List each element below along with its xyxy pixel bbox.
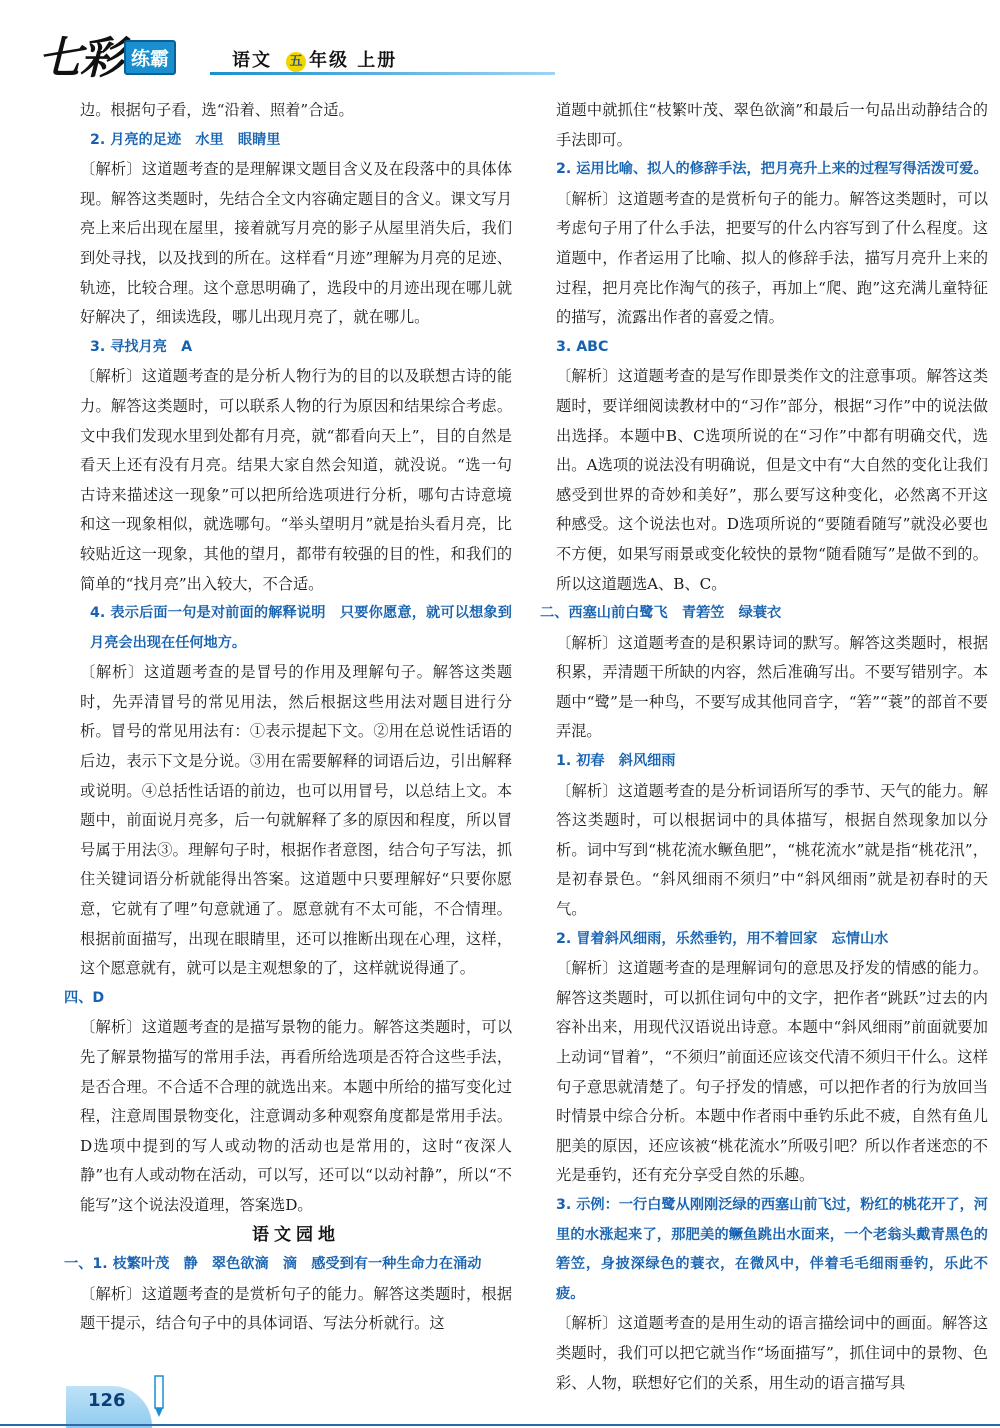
section-title: 语文园地 bbox=[252, 1224, 340, 1245]
grade-badge: 五 bbox=[286, 52, 306, 72]
analysis-paragraph: 〔解析〕这道题考查的是分析人物行为的目的以及联想古诗的能力。解答这类题时，可以联系人物的行为原因和结果综合考虑。文中我们发现水里到处都有月亮，就“都看向天上”，目的自然是看天上还有没有月亮。结果大家自然会知道，就没说。“选一句古诗来描述这一现象”可以把所给选项进行分析，哪句古诗意境和这一现象相似，就选哪句。“举头望明月”就是抬头看月亮，比较贴近这一现象，其他的望月，都带有较强的目的性，和我们的简单的“找月亮”出入较大，不合适。 bbox=[80, 367, 512, 593]
pencil-icon bbox=[152, 1374, 166, 1418]
subject-grade bbox=[232, 46, 397, 72]
brand-mark: 七彩 bbox=[38, 33, 122, 84]
analysis-paragraph: 〔解析〕这道题考查的是用生动的语言描绘词中的画面。解答这类题时，我们可以把它就当作“场面描写”，抓住词中的景物、色彩、人物，联想好它们的关系，用生动的语言描写具 bbox=[556, 1314, 988, 1392]
page-number: 126 bbox=[88, 1390, 126, 1411]
answer-line: 4. 表示后面一句是对前面的解释说明 只要你愿意，就可以想象到月亮会出现在任何地方。 bbox=[90, 605, 512, 651]
answer-line: 3. 示例：一行白鹭从刚刚泛绿的西塞山前飞过，粉红的桃花开了，河里的水涨起来了，那肥美的鳜鱼跳出水面来，一个老翁头戴青黑色的箬笠，身披深绿色的蓑衣，在微风中，伴着毛毛细雨垂钓，乐此不疲。 bbox=[556, 1196, 988, 1302]
header-rule bbox=[210, 72, 555, 75]
page-header bbox=[0, 0, 1000, 90]
brand-box: 练霸 bbox=[124, 40, 176, 75]
right-column bbox=[540, 96, 988, 1398]
answer-line: 3. 寻找月亮 A bbox=[90, 338, 193, 355]
answer-line: 2. 冒着斜风细雨，乐然垂钓，用不着回家 忘情山水 bbox=[556, 930, 889, 947]
paragraph: 道题中就抓住“枝繁叶茂、翠色欲滴”和最后一句品出动静结合的手法即可。 bbox=[556, 101, 988, 149]
analysis-paragraph: 〔解析〕这道题考查的是冒号的作用及理解句子。解答这类题时，先弄清冒号的常见用法，然后根据这些用法对题目进行分析。冒号的常见用法有：①表示提起下文。②用在总说性话语的后边，表示下文是分说。③用在需要解释的词语后边，引出解释或说明。④总括性话语的前边，也可以用冒号，以总结上文。本题中，前面说月亮多，后一句就解释了多的原因和程度，所以冒号属于用法③。理解句子时，根据作者意图，结合句子写法，抓住关键词语分析就能得出答案。这道题中只要理解好“只要你愿意，它就有了哩”句意就通了。愿意就有不太可能，不合情理。根据前面描写，出现在眼睛里，还可以推断出现在心理，这样，这个愿意就有，就可以是主观想象的了，这样就说得通了。 bbox=[80, 663, 512, 978]
analysis-paragraph: 〔解析〕这道题考查的是赏析句子的能力。解答这类题时，可以考虑句子用了什么手法，把要写的什么内容写到了什么程度。这道题中，作者运用了比喻、拟人的修辞手法，描写月亮升上来的过程，把月亮比作淘气的孩子，再加上“爬、跑”这充满儿童特征的描写，流露出作者的喜爱之情。 bbox=[556, 189, 988, 327]
page-footer bbox=[0, 1380, 1000, 1428]
left-column bbox=[64, 96, 512, 1339]
answer-line: 3. ABC bbox=[556, 338, 609, 355]
answer-line: 2. 运用比喻、拟人的修辞手法，把月亮升上来的过程写得活泼可爱。 bbox=[556, 161, 988, 178]
answer-line: 一、1. 枝繁叶茂 静 翠色欲滴 滴 感受到有一种生命力在涌动 bbox=[64, 1256, 482, 1273]
analysis-paragraph: 〔解析〕这道题考查的是理解词句的意思及抒发的情感的能力。解答这类题时，可以抓住词句中的文字，把作者“跳跃”过去的内容补出来，用现代汉语说出诗意。本题中“斜风细雨”前面就要加上动词“冒着”，“不须归”前面还应该交代清不须归干什么。这样句子意思就清楚了。句子抒发的情感，可以把作者的行为放回当时情景中综合分析。本题中作者雨中垂钓乐此不疲，自然有鱼儿肥美的原因，还应该被“桃花流水”所吸引吧？所以作者迷恋的不光是垂钓，还有充分享受自然的乐趣。 bbox=[556, 959, 988, 1185]
analysis-paragraph: 〔解析〕这道题考查的是分析词语所写的季节、天气的能力。解答这类题时，可以根据词中的具体描写，根据自然现象加以分析。词中写到“桃花流水鳜鱼肥”，“桃花流水”就是指“桃花汛”，是初春景色。“斜风细雨不须归”中“斜风细雨”就是初春时的天气。 bbox=[556, 781, 988, 919]
answer-line: 2. 月亮的足迹 水里 眼睛里 bbox=[90, 131, 281, 148]
bottom-rule bbox=[0, 1424, 1000, 1426]
grade-label: 年级 上册 bbox=[309, 50, 398, 71]
paragraph: 边。根据句子看，选“沿着、照着”合适。 bbox=[80, 101, 354, 119]
answer-line: 1. 初春 斜风细雨 bbox=[556, 753, 676, 770]
analysis-paragraph: 〔解析〕这道题考查的是积累诗词的默写。解答这类题时，根据积累，弄清题干所缺的内容，然后准确写出。不要写错别字。本题中“鹭”是一种鸟，不要写成其他同音字，“箬”“蓑”的部首不要弄混。 bbox=[556, 633, 988, 741]
analysis-paragraph: 〔解析〕这道题考查的是描写景物的能力。解答这类题时，可以先了解景物描写的常用手法，再看所给选项是否符合这些手法，是否合理。不合适不合理的就选出来。本题中所给的描写变化过程，注意周围景物变化，注意调动多种观察角度都是常用手法。D选项中提到的写人或动物的活动也是常用的，这时“夜深人静”也有人或动物在活动，可以写，还可以“以动衬静”，所以“不能写”这个说法没道理，答案选D。 bbox=[80, 1018, 512, 1214]
brand-logo bbox=[38, 22, 176, 86]
analysis-paragraph: 〔解析〕这道题考查的是理解课文题目含义及在段落中的具体体现。解答这类题时，先结合全文内容确定题目的含义。课文写月亮上来后出现在屋里，接着就写月亮的影子从屋里消失后，我们到处寻找，以及找到的所在。这样看“月迹”理解为月亮的足迹、轨迹，比较合理。这个意思明确了，选段中的月迹出现在哪儿就好解决了，细读选段，哪儿出现月亮了，就在哪儿。 bbox=[80, 160, 512, 327]
answer-line: 四、D bbox=[64, 989, 105, 1006]
subject-label: 语文 bbox=[232, 50, 272, 71]
analysis-paragraph: 〔解析〕这道题考查的是赏析句子的能力。解答这类题时，根据题干提示，结合句子中的具体词语、写法分析就行。这 bbox=[80, 1284, 512, 1333]
answer-line: 二、西塞山前白鹭飞 青箬笠 绿蓑衣 bbox=[540, 605, 782, 622]
analysis-paragraph: 〔解析〕这道题考查的是写作即景类作文的注意事项。解答这类题时，要详细阅读教材中的“习作”部分，根据“习作”中的说法做出选择。本题中B、C选项所说的在“习作”中都有明确交代，选出。A选项的说法没有明确说，但是文中有“大自然的变化让我们感受到世界的奇妙和美好”，那么要写这种变化，必然离不开这种感受。这个说法也对。D选项所说的“要随看随写”就没必要也不方便，如果写雨景或变化较快的景物“随看随写”是做不到的。所以这道题选A、B、C。 bbox=[556, 367, 988, 593]
